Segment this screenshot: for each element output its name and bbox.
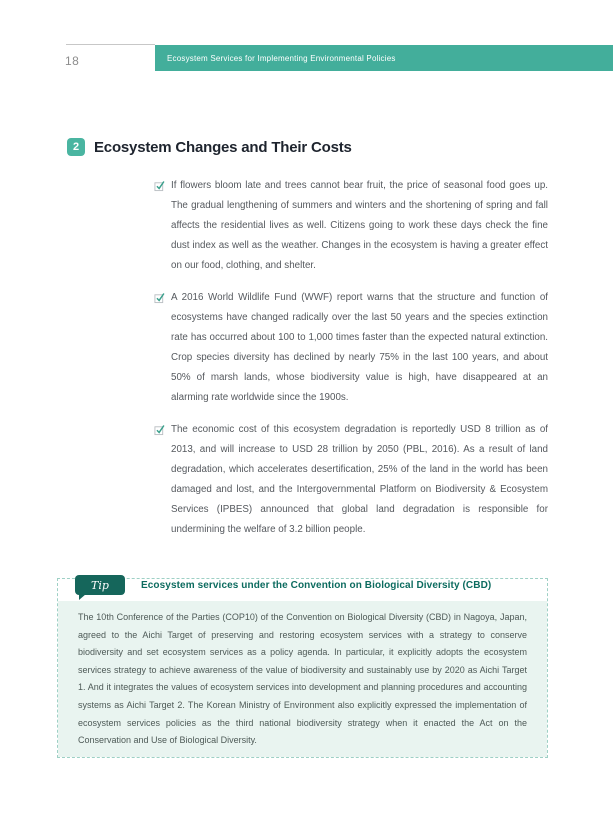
tip-box: [57, 578, 548, 758]
section-number-badge: 2: [67, 138, 85, 156]
checked-checkbox-icon: [154, 180, 165, 192]
header-banner: [155, 45, 613, 71]
bullet-item: [154, 176, 548, 276]
tip-label: Tip: [91, 578, 109, 592]
speech-bubble-tail: [79, 594, 86, 600]
tip-body-text: The 10th Conference of the Parties (COP10) of the Convention on Biological Diversity (CBD) in Nagoya, Japan, agreed to the Aichi Target of preserving and restoring ecosystem services with a strategy to conserve biodiversity and set ecosystem services as a policy agenda. In particular, it explicitly adopts the ecosystem services strategy to achieve awareness of the value of biodiversity and sustainably use by 2020 as Aichi Target 1. And it integrates the values of ecosystem services into development and planning procedures and accounting systems as Aichi Target 2. The Korean Ministry of Environment also explicitly expressed the implementation of ecosystem services policies as the third national biodiversity strategy when it enacted the Act on the Conservation and Use of Biological Diversity.: [78, 612, 527, 746]
section-heading: [67, 138, 352, 156]
bullet-text: The economic cost of this ecosystem degradation is reportedly USD 8 trillion as of 2013, and will increase to USD 28 trillion by 2050 (PBL, 2016). As a result of land degradation, which accelerates desertification, 25% of the land in the world has been damaged and lost, and the Intergovernmental Platform on Biodiversity & Ecosystem Services (IPBES) announced that global land degradation is responsible for undermining the welfare of 3.2 billion people.: [171, 424, 548, 535]
page-number: 18: [65, 54, 80, 68]
bullet-text: A 2016 World Wildlife Fund (WWF) report warns that the structure and function of ecosystems have changed radically over the last 50 years and the species extinction rate has occurred about 100 to 1,000 times faster than the expected natural extinction. Crop species diversity has declined by nearly 75% in the last 100 years, and about 50% of marsh lands, whose biodiversity value is high, have disappeared at an alarming rate worldwide since the 1900s.: [171, 292, 548, 403]
header-banner-title: Ecosystem Services for Implementing Environmental Policies: [167, 53, 396, 63]
section-title: Ecosystem Changes and Their Costs: [94, 138, 352, 156]
bullet-list: [154, 176, 548, 552]
checked-checkbox-icon: [154, 292, 165, 304]
bullet-text: If flowers bloom late and trees cannot bear fruit, the price of seasonal food goes up. The gradual lengthening of summers and winters and the shortening of spring and fall affects the residential lives as well. Citizens going to work these days check the fine dust index as well as the weather. Changes in the ecosystem is having a greater effect on our food, clothing, and shelter.: [171, 180, 548, 271]
tip-title: Ecosystem services under the Convention on Biological Diversity (CBD): [141, 579, 492, 591]
header-rule: [66, 44, 155, 45]
bullet-item: [154, 420, 548, 540]
tip-body: [58, 601, 547, 757]
tip-header: [75, 575, 491, 595]
bullet-item: [154, 288, 548, 408]
checked-checkbox-icon: [154, 424, 165, 436]
tip-speech-bubble-icon: [75, 575, 125, 595]
